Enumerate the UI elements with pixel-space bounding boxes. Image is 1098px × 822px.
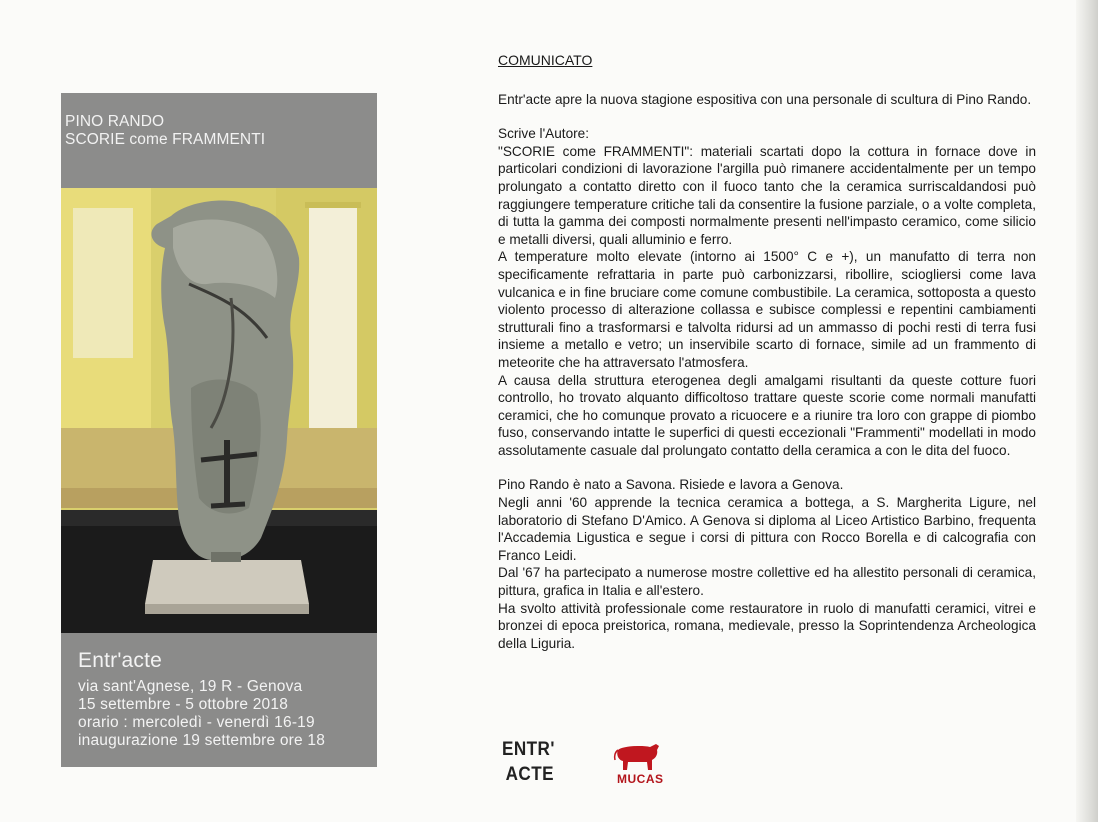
scan-edge-shadow bbox=[1076, 0, 1098, 822]
flyer-footer bbox=[61, 633, 377, 767]
bio-paragraph-2: Negli anni '60 apprende la tecnica ceramica a bottega, a S. Margherita Ligure, nel laboratorio di Stefano D'Amico. A Genova si diploma al Liceo Artistico Barbino, frequenta l'Accademia Ligustica e segue i corsi di pittura con Rocco Borella e di calcografia con Franco Leidi. bbox=[498, 495, 1036, 563]
flyer-dates: 15 settembre - 5 ottobre 2018 bbox=[78, 696, 289, 713]
press-paragraph-2: A temperature molto elevate (intorno ai 1500° C e +), un manufatto di terra non specificamente refrattaria in parte può carbonizzarsi, ribollire, sciogliersi come lava vulcanica e in fine bruciare come comune combustibile. La ceramica, sottoposta a questo violento processo di alterazione collassa e subisce complessi e repentini cambiamenti strutturali fino a trasformarsi e talvolta ridursi ad un ammasso di pochi resti di terra fusi insieme a metallo e vetro; un inservibile scarto di fornace, simile ad un frammento di meteorite che ha attraversato l'atmosfera. bbox=[498, 249, 1036, 370]
entracte-logo-line1: ENTR' bbox=[502, 739, 555, 760]
bio-paragraph-4: Ha svolto attività professionale come restauratore in ruolo di manufatti ceramici, vitrei e bronzei di epoca preistorica, romana, medievale, presso la Soprintendenza Archeologica della Liguria. bbox=[498, 600, 1036, 651]
press-intro: Entr'acte apre la nuova stagione espositiva con una personale di scultura di Pino Rando. bbox=[498, 91, 1032, 107]
sculpture-photo bbox=[61, 188, 377, 633]
flyer-opening: inaugurazione 19 settembre ore 18 bbox=[78, 732, 326, 749]
author-label: Scrive l'Autore: bbox=[498, 126, 589, 142]
entracte-logo bbox=[502, 737, 555, 787]
flyer-artist: PINO RANDO bbox=[65, 113, 165, 130]
sculpture-image bbox=[61, 188, 377, 633]
press-heading: COMUNICATO bbox=[498, 52, 593, 68]
press-paragraph-3: A causa della struttura eterogenea degli amalgami risultanti da queste cotture fuori controllo, ho trovato alquanto difficoltoso trattare queste scorie come normali manufatti ceramici, che ho comunque provato a ricuocere e a riunire tra loro con grappe di piombo fuso, conservando intatte le superfici di questi eccezionali "Frammenti" modellati in modo assolutamente casuale dal prolungato contatto della ceramica a con le dita del fuoco. bbox=[498, 372, 1036, 458]
press-paragraph-1: "SCORIE come FRAMMENTI": materiali scartati dopo la cottura in fornace dove in particolari condizioni di lavorazione l'argilla può rimanere accidentalmente per un tempo prolungato a contatto diretto con il fuoco tanto che la ceramica surriscaldandosi può raggiungere temperature critiche tali da consentire la fusione parziale, o a volte completa, di tutta la gamma dei composti normalmente presenti nell'impasto ceramico, come silicio e metalli diversi, quali alluminio e ferro. bbox=[498, 143, 1037, 247]
bio-paragraph-3: Dal '67 ha partecipato a numerose mostre collettive ed ha allestito personali di ceramica, pittura, grafica in Italia e all'estero. bbox=[498, 565, 1036, 599]
bio-paragraph-1: Pino Rando è nato a Savona. Risiede e lavora a Genova. bbox=[498, 477, 844, 493]
flyer-header bbox=[61, 93, 377, 188]
cow-icon bbox=[612, 738, 664, 774]
mucas-label: MUCAS bbox=[617, 772, 664, 786]
mucas-logo bbox=[612, 738, 664, 790]
entracte-logo-line2: ACTE bbox=[505, 764, 554, 785]
flyer-address: via sant'Agnese, 19 R - Genova bbox=[78, 678, 303, 695]
flyer-venue: Entr'acte bbox=[78, 649, 163, 672]
flyer-hours: orario : mercoledì - venerdì 16-19 bbox=[78, 714, 315, 731]
flyer-title: SCORIE come FRAMMENTI bbox=[65, 131, 266, 148]
exhibition-flyer bbox=[61, 93, 377, 767]
press-release bbox=[498, 52, 1036, 652]
